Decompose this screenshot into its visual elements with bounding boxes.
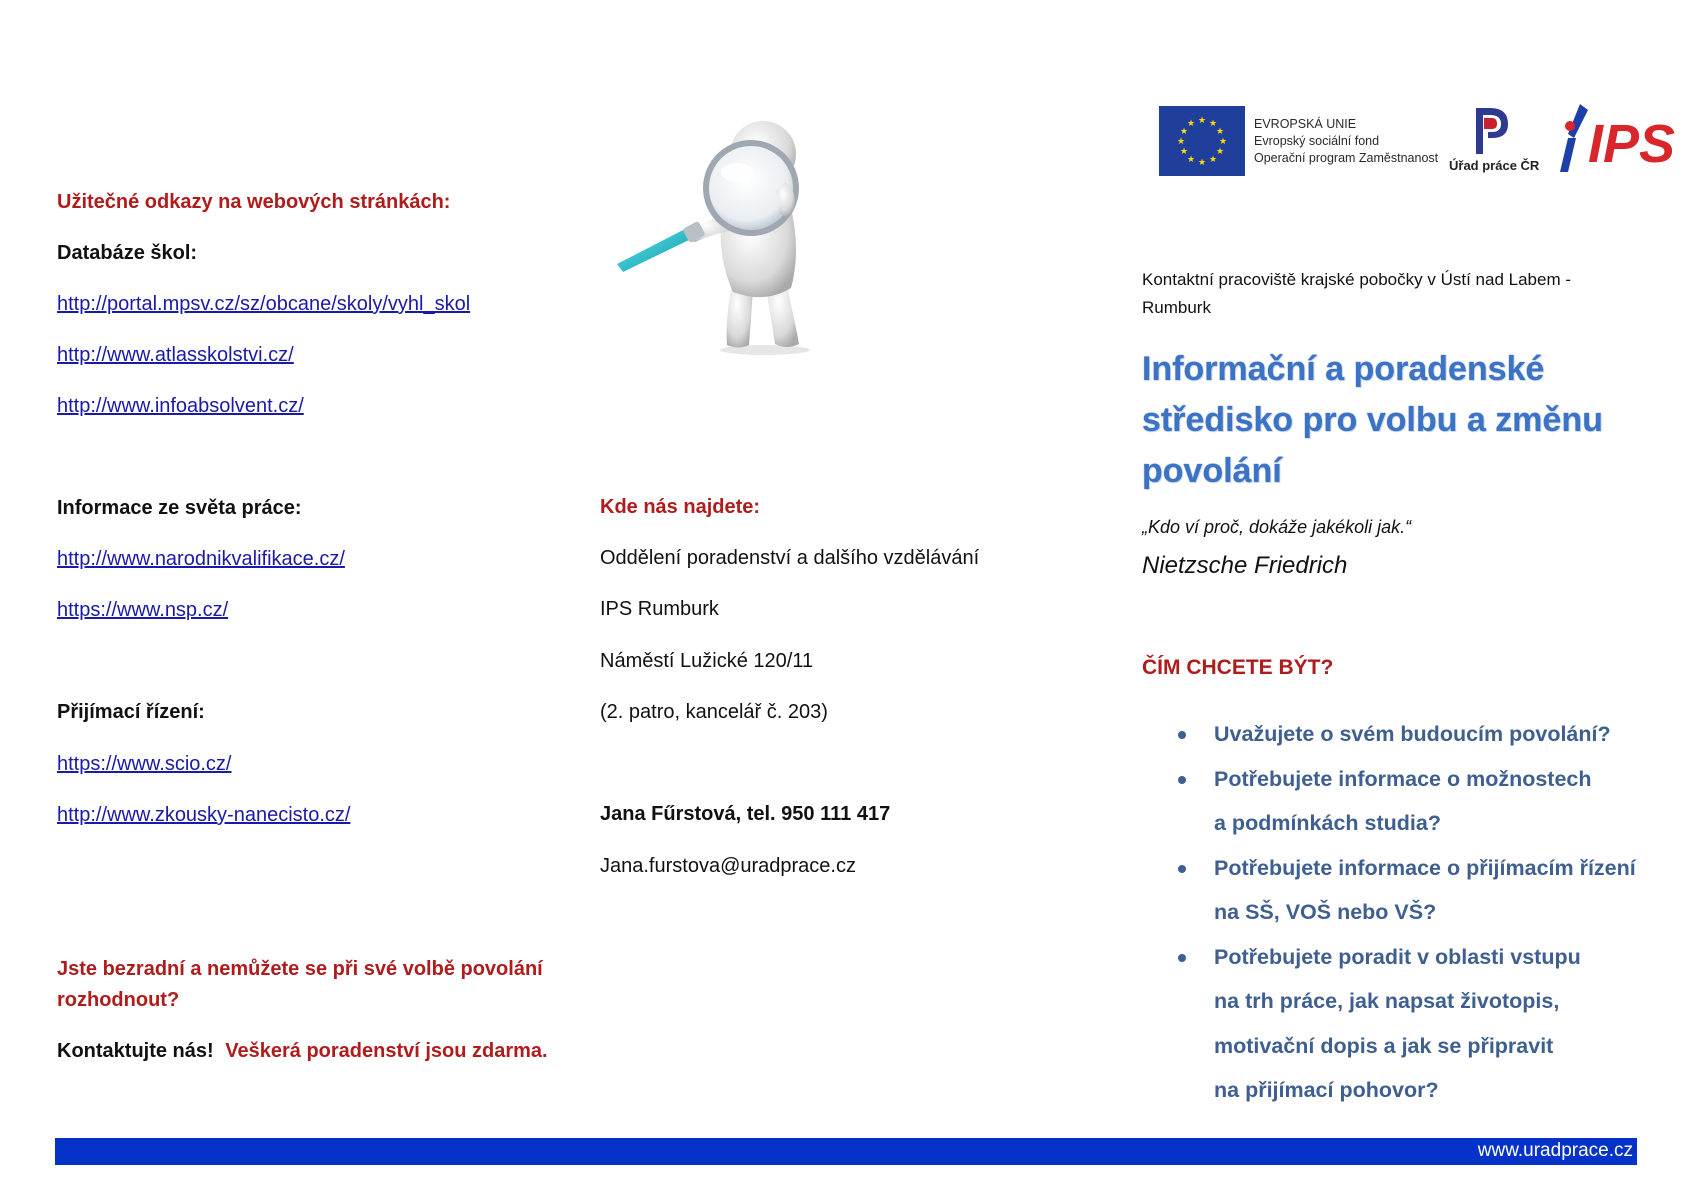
svg-text:★: ★ [1176,137,1186,147]
link-nsp[interactable]: https://www.nsp.cz/ [57,599,229,621]
question-line: Potřebujete informace o přijímacím řízení [1214,855,1636,880]
svg-text:★: ★ [1197,158,1207,168]
questions-list [1214,712,1636,1113]
footer-bar [55,1138,1637,1165]
question-item [1214,935,1636,980]
eu-logo-line3: Operační program Zaměstnanost [1254,151,1439,165]
contact-call [57,1039,548,1063]
question-item [1214,846,1636,891]
question-line: na trh práce, jak napsat životopis, [1214,989,1560,1013]
eu-flag-logo [1159,106,1245,176]
urad-prace-logo-icon [1468,104,1518,158]
question-line: Potřebujete informace o možnostech [1214,766,1592,791]
eu-logo-line1: EVROPSKÁ UNIE [1254,117,1357,131]
question-line: a podmínkách studia? [1214,811,1441,835]
question-item-continuation [1214,801,1636,846]
question-heading: ČÍM CHCETE BÝT? [1142,656,1334,679]
svg-text:★: ★ [1179,127,1189,137]
find-us-heading: Kde nás najdete: [600,496,761,518]
question-line: motivační dopis a jak se připravit [1214,1033,1554,1058]
free-advice-text: Veškerá poradenství jsou zdarma. [225,1040,548,1062]
svg-text:★: ★ [1215,147,1225,157]
title-line-2: středisko pro volbu a změnu [1142,401,1603,439]
eu-stars-icon [1159,106,1245,176]
quote-author: Nietzsche Friedrich [1142,552,1348,579]
title-line-1: Informační a poradenské [1142,350,1545,388]
title-line-3: povolání [1142,452,1282,490]
footer-website-link[interactable]: www.uradprace.cz [1477,1140,1633,1161]
svg-text:★: ★ [1218,137,1228,147]
department-name: Oddělení poradenství a dalšího vzdělávání [600,547,980,569]
magnifier-figure-illustration [615,112,847,357]
link-mpsv-schools[interactable]: http://portal.mpsv.cz/sz/obcane/skoly/vyhl_skol [57,293,471,315]
svg-text:★: ★ [1197,116,1207,126]
contact-us-text: Kontaktujte nás! [57,1040,214,1062]
question-item-continuation [1214,1024,1636,1069]
svg-text:★: ★ [1179,147,1189,157]
ips-logo-text: IPS [1588,114,1676,174]
branch-line-1: Kontaktní pracoviště krajské pobočky v Ústí nad Labem - [1142,270,1571,289]
link-scio[interactable]: https://www.scio.cz/ [57,753,232,775]
link-zkousky-nanecisto[interactable]: http://www.zkousky-nanecisto.cz/ [57,804,351,826]
svg-text:★: ★ [1186,155,1196,165]
urad-prace-caption: Úřad práce ČR [1449,158,1540,173]
branch-line-2: Rumburk [1142,298,1211,317]
question-item [1214,757,1636,802]
link-infoabsolvent[interactable]: http://www.infoabsolvent.cz/ [57,395,304,417]
office-address: Náměstí Lužické 120/11 [600,650,814,672]
bullet-dot-icon [1178,731,1186,739]
question-item-continuation [1214,979,1636,1024]
question-item [1214,712,1636,757]
contact-person: Jana Fűrstová, tel. 950 111 417 [600,803,891,825]
office-name: IPS Rumburk [600,598,719,620]
admission-heading: Přijímací řízení: [57,701,205,723]
contact-email[interactable]: Jana.furstova@uradprace.cz [600,855,856,877]
svg-text:★: ★ [1208,119,1218,129]
svg-text:★: ★ [1186,119,1196,129]
question-line: na přijímací pohovor? [1214,1078,1439,1102]
question-line: na SŠ, VOŠ nebo VŠ? [1214,900,1437,924]
question-line: Uvažujete o svém budoucím povolání? [1214,722,1611,746]
schools-heading: Databáze škol: [57,242,198,264]
question-item-continuation [1214,1068,1636,1113]
eu-logo-line2: Evropský sociální fond [1254,134,1380,148]
useful-links-heading: Užitečné odkazy na webových stránkách: [57,191,451,213]
link-narodnikvalifikace[interactable]: http://www.narodnikvalifikace.cz/ [57,548,345,570]
helpless-question-line1: Jste bezradní a nemůžete se při své volbě povolání [57,958,543,980]
bullet-dot-icon [1178,865,1186,873]
work-info-heading: Informace ze světa práce: [57,497,302,519]
helpless-question-line2: rozhodnout? [57,989,180,1011]
svg-text:★: ★ [1215,127,1225,137]
svg-text:★: ★ [1208,155,1218,165]
bullet-dot-icon [1178,776,1186,784]
link-atlasskolstvi[interactable]: http://www.atlasskolstvi.cz/ [57,344,294,366]
bullet-dot-icon [1178,954,1186,962]
office-floor: (2. patro, kancelář č. 203) [600,701,828,723]
question-line: Potřebujete poradit v oblasti vstupu [1214,944,1581,969]
quote-text: „Kdo ví proč, dokáže jakékoli jak.“ [1142,517,1412,537]
question-item-continuation [1214,890,1636,935]
